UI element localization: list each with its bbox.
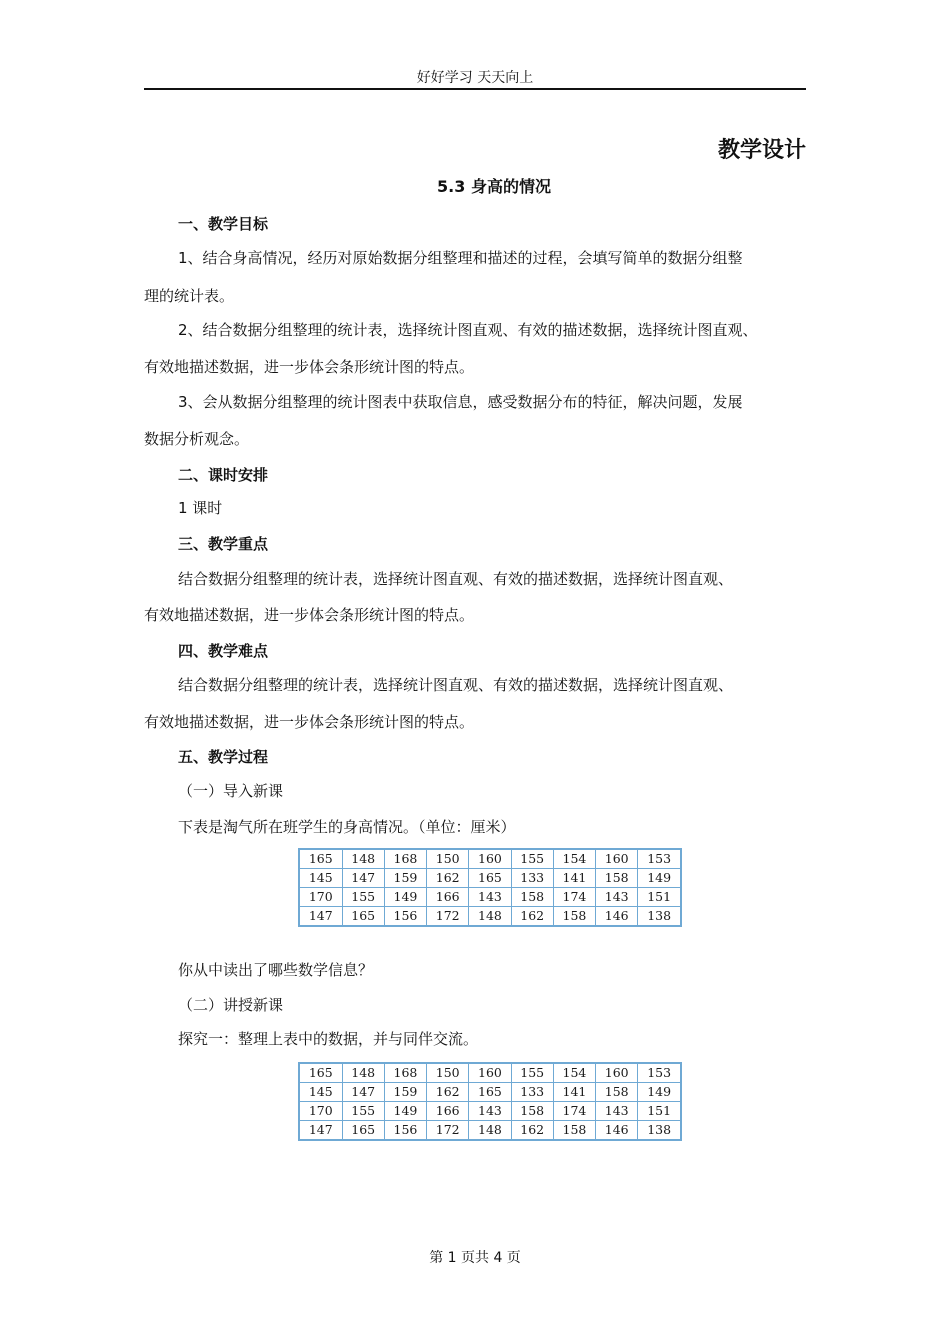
- difficulty-line-2: 有效地描述数据，进一步体会条形统计图的特点。: [144, 713, 475, 731]
- table-cell: 168: [384, 849, 426, 869]
- table-cell: 141: [553, 869, 595, 888]
- intro-text: 下表是淘气所在班学生的身高情况。（单位：厘米）: [178, 818, 516, 836]
- table-cell: 165: [299, 849, 342, 869]
- table-cell: 147: [342, 1083, 384, 1102]
- table-cell: 149: [638, 1083, 681, 1102]
- height-data-table: [298, 848, 682, 927]
- table-cell: 174: [553, 1102, 595, 1121]
- table-cell: 148: [469, 1121, 511, 1141]
- table-cell: 150: [427, 849, 469, 869]
- table-cell: 158: [511, 888, 553, 907]
- intro-heading: （一）导入新课: [178, 782, 284, 800]
- table-cell: 154: [553, 849, 595, 869]
- table-cell: 165: [469, 1083, 511, 1102]
- table-cell: 162: [511, 907, 553, 927]
- table-row: [299, 849, 681, 869]
- table-cell: 148: [342, 849, 384, 869]
- new-lesson-heading: （二）讲授新课: [178, 996, 284, 1014]
- table-row: [299, 907, 681, 927]
- table-cell: 138: [638, 1121, 681, 1141]
- focus-line-1: 结合数据分组整理的统计表，选择统计图直观、有效的描述数据，选择统计图直观、: [178, 570, 734, 588]
- goal-2-line-1: 2、结合数据分组整理的统计表，选择统计图直观、有效的描述数据，选择统计图直观、: [178, 321, 758, 339]
- height-data-table-repeat: [298, 1062, 682, 1141]
- table-cell: 138: [638, 907, 681, 927]
- document-title: 教学设计: [717, 138, 806, 163]
- table-row: [299, 1063, 681, 1083]
- question-text: 你从中读出了哪些数学信息？: [178, 961, 374, 979]
- table-cell: 143: [469, 888, 511, 907]
- goal-3-line-2: 数据分析观念。: [144, 430, 250, 448]
- table-cell: 146: [596, 907, 638, 927]
- process-heading: 五、教学过程: [178, 748, 269, 766]
- table-row: [299, 888, 681, 907]
- table-cell: 162: [427, 869, 469, 888]
- goal-2-line-2: 有效地描述数据，进一步体会条形统计图的特点。: [144, 358, 475, 376]
- goals-heading: 一、教学目标: [178, 215, 269, 233]
- table-cell: 158: [596, 1083, 638, 1102]
- table-cell: 151: [638, 888, 681, 907]
- table-row: [299, 1102, 681, 1121]
- table-cell: 146: [596, 1121, 638, 1141]
- table-cell: 155: [342, 1102, 384, 1121]
- table-cell: 159: [384, 1083, 426, 1102]
- table-cell: 153: [638, 1063, 681, 1083]
- table-cell: 158: [596, 869, 638, 888]
- table-cell: 166: [427, 1102, 469, 1121]
- goal-3-line-1: 3、会从数据分组整理的统计图表中获取信息，感受数据分布的特征，解决问题，发展: [178, 393, 743, 411]
- schedule-text: 1 课时: [178, 499, 223, 517]
- difficulty-line-1: 结合数据分组整理的统计表，选择统计图直观、有效的描述数据，选择统计图直观、: [178, 676, 734, 694]
- table-cell: 155: [342, 888, 384, 907]
- table-cell: 156: [384, 907, 426, 927]
- lesson-title: 5.3 身高的情况: [437, 177, 551, 196]
- table-row: [299, 1083, 681, 1102]
- page-footer: 第 1 页共 4 页: [429, 1250, 521, 1266]
- table-cell: 172: [427, 1121, 469, 1141]
- table-cell: 148: [469, 907, 511, 927]
- table-cell: 155: [511, 1063, 553, 1083]
- table-cell: 151: [638, 1102, 681, 1121]
- goal-1-line-1: 1、结合身高情况，经历对原始数据分组整理和描述的过程，会填写简单的数据分组整: [178, 249, 743, 267]
- page-header: 好好学习 天天向上: [416, 70, 534, 86]
- table-cell: 159: [384, 869, 426, 888]
- table-cell: 153: [638, 849, 681, 869]
- table-cell: 149: [638, 869, 681, 888]
- table-row: [299, 1121, 681, 1141]
- table-cell: 165: [342, 907, 384, 927]
- table-row: [299, 869, 681, 888]
- table-cell: 149: [384, 1102, 426, 1121]
- table-cell: 156: [384, 1121, 426, 1141]
- table-cell: 160: [596, 1063, 638, 1083]
- table-cell: 162: [511, 1121, 553, 1141]
- table-cell: 149: [384, 888, 426, 907]
- table-cell: 174: [553, 888, 595, 907]
- table-cell: 158: [553, 907, 595, 927]
- table-cell: 165: [469, 869, 511, 888]
- table-cell: 147: [342, 869, 384, 888]
- table-cell: 172: [427, 907, 469, 927]
- table-cell: 168: [384, 1063, 426, 1083]
- schedule-heading: 二、课时安排: [178, 466, 269, 484]
- table-cell: 170: [299, 1102, 342, 1121]
- table-cell: 145: [299, 1083, 342, 1102]
- table-cell: 160: [469, 849, 511, 869]
- table-cell: 150: [427, 1063, 469, 1083]
- goal-1-line-2: 理的统计表。: [144, 287, 235, 305]
- explore-text: 探究一：整理上表中的数据，并与同伴交流。: [178, 1030, 479, 1048]
- table-cell: 141: [553, 1083, 595, 1102]
- focus-line-2: 有效地描述数据，进一步体会条形统计图的特点。: [144, 606, 475, 624]
- table-cell: 145: [299, 869, 342, 888]
- table-cell: 165: [299, 1063, 342, 1083]
- table-cell: 158: [511, 1102, 553, 1121]
- table-cell: 147: [299, 907, 342, 927]
- difficulty-heading: 四、教学难点: [178, 642, 269, 660]
- table-cell: 133: [511, 1083, 553, 1102]
- table-cell: 158: [553, 1121, 595, 1141]
- table-cell: 162: [427, 1083, 469, 1102]
- table-cell: 133: [511, 869, 553, 888]
- focus-heading: 三、教学重点: [178, 535, 269, 553]
- table-cell: 147: [299, 1121, 342, 1141]
- table-cell: 143: [469, 1102, 511, 1121]
- table-cell: 143: [596, 1102, 638, 1121]
- header-divider: [144, 88, 806, 90]
- table-cell: 154: [553, 1063, 595, 1083]
- table-cell: 155: [511, 849, 553, 869]
- table-cell: 160: [469, 1063, 511, 1083]
- table-cell: 170: [299, 888, 342, 907]
- table-cell: 148: [342, 1063, 384, 1083]
- table-cell: 160: [596, 849, 638, 869]
- table-cell: 143: [596, 888, 638, 907]
- table-cell: 165: [342, 1121, 384, 1141]
- table-cell: 166: [427, 888, 469, 907]
